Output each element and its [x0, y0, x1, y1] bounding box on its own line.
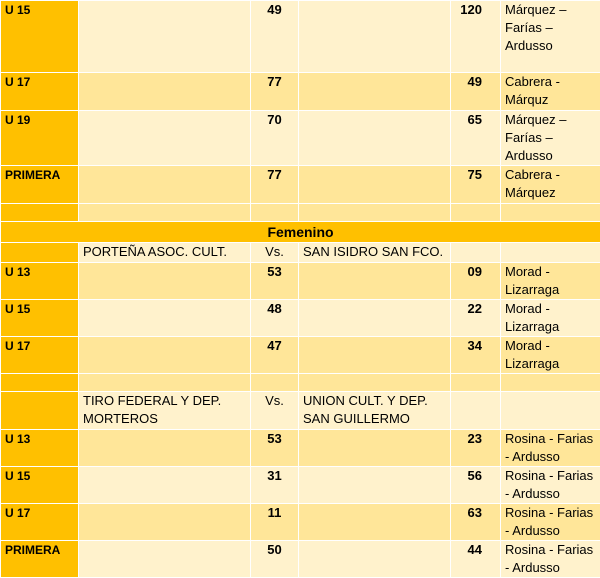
result-row	[1, 504, 600, 541]
category-label: U 15	[1, 1, 79, 73]
home-score: 77	[251, 73, 299, 111]
spacer-row	[1, 374, 600, 392]
result-row	[1, 263, 600, 300]
away-score: 75	[451, 166, 501, 204]
section-title: Femenino	[1, 222, 600, 243]
home-score: 53	[251, 263, 299, 300]
referees: Rosina - Farias - Ardusso	[501, 467, 600, 504]
referees: Morad - Lizarraga	[501, 300, 600, 337]
match2-results	[1, 430, 600, 578]
referees: Rosina - Farias - Ardusso	[501, 504, 600, 541]
top-results	[1, 1, 600, 204]
result-row	[1, 300, 600, 337]
away-score: 49	[451, 73, 501, 111]
result-row	[1, 467, 600, 504]
vs-label: Vs.	[251, 243, 299, 263]
match-header-row	[1, 243, 600, 263]
vs-label: Vs.	[251, 392, 299, 430]
away-score: 63	[451, 504, 501, 541]
away-score: 44	[451, 541, 501, 578]
home-score: 47	[251, 337, 299, 374]
result-row	[1, 111, 600, 166]
referees: Márquez – Farías – Ardusso	[501, 111, 600, 166]
result-row	[1, 166, 600, 204]
spacer-row	[1, 204, 600, 222]
home-score: 77	[251, 166, 299, 204]
referees: Cabrera - Márquz	[501, 73, 600, 111]
result-row	[1, 430, 600, 467]
category-label: U 13	[1, 430, 79, 467]
home-score: 11	[251, 504, 299, 541]
away-team: UNION CULT. Y DEP. SAN GUILLERMO	[299, 392, 451, 430]
away-score: 65	[451, 111, 501, 166]
away-score: 34	[451, 337, 501, 374]
category-label: PRIMERA	[1, 166, 79, 204]
away-score: 09	[451, 263, 501, 300]
away-team: SAN ISIDRO SAN FCO.	[299, 243, 451, 263]
home-score: 48	[251, 300, 299, 337]
referees: Rosina - Farias - Ardusso	[501, 541, 600, 578]
home-score: 49	[251, 1, 299, 73]
home-score: 31	[251, 467, 299, 504]
match1-results	[1, 263, 600, 374]
category-label: U 17	[1, 73, 79, 111]
category-label: U 13	[1, 263, 79, 300]
away-score: 22	[451, 300, 501, 337]
category-label: U 15	[1, 300, 79, 337]
category-label: U 15	[1, 467, 79, 504]
home-score: 53	[251, 430, 299, 467]
referees: Márquez – Farías – Ardusso	[501, 1, 600, 73]
referees: Morad - Lizarraga	[501, 263, 600, 300]
section-header-row	[1, 222, 600, 243]
home-score: 50	[251, 541, 299, 578]
referees: Morad - Lizarraga	[501, 337, 600, 374]
home-team: TIRO FEDERAL Y DEP. MORTEROS	[79, 392, 251, 430]
referees: Cabrera - Márquez	[501, 166, 600, 204]
away-score: 120	[451, 1, 501, 73]
match-header-row	[1, 392, 600, 430]
home-team: PORTEÑA ASOC. CULT.	[79, 243, 251, 263]
category-label: U 19	[1, 111, 79, 166]
away-score: 23	[451, 430, 501, 467]
result-row	[1, 337, 600, 374]
referees: Rosina - Farias - Ardusso	[501, 430, 600, 467]
home-score: 70	[251, 111, 299, 166]
result-row	[1, 73, 600, 111]
away-score: 56	[451, 467, 501, 504]
category-label: PRIMERA	[1, 541, 79, 578]
category-label: U 17	[1, 337, 79, 374]
result-row	[1, 541, 600, 578]
result-row	[1, 1, 600, 73]
category-label: U 17	[1, 504, 79, 541]
